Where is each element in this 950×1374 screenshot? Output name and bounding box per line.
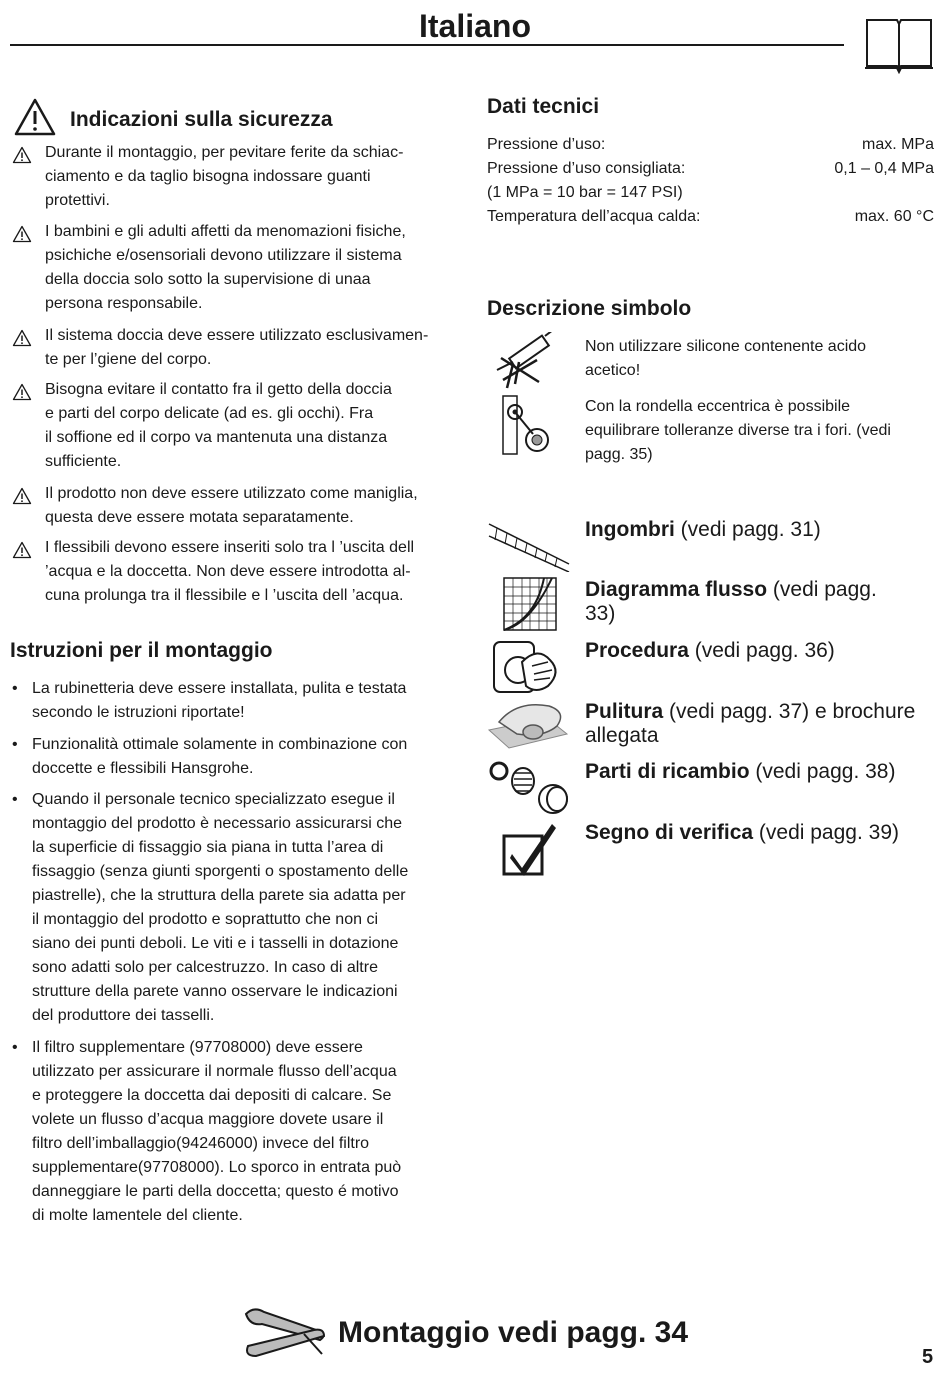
- reference-page: (vedi pagg. 39): [753, 821, 899, 844]
- tech-value: 0,1 – 0,4 MPa: [834, 160, 934, 177]
- safety-item-text: Il prodotto non deve essere utilizzato come maniglia, questa deve essere motata separatamente.: [45, 485, 418, 526]
- safety-item: [12, 324, 467, 372]
- no-silicone-text: Non utilizzare silicone contenente acido acetico!: [585, 338, 867, 379]
- page-reference: [585, 639, 940, 663]
- tech-heading: Dati tecnici: [487, 95, 600, 118]
- safety-item-text: I bambini e gli adulti affetti da menomazioni fisiche, psichiche e/osensoriali devono utilizzare il sistema della doccia solo sotto la supervisione di unaa persona responsabile.: [45, 223, 406, 312]
- assembly-item-text: Il filtro supplementare (97708000) deve essere utilizzato per assicurare il normale flusso dell’acqua e proteggere la doccetta dai depositi di calcare. Se volete un flusso d’acqua maggiore dovete usare il filtro dell’imballaggio(94246000) invece del filtro supplementare(97708000). Lo sporco in entrata può danneggiare le parti della doccetta; questo é motivo di molte lamentele del cliente.: [32, 1039, 402, 1224]
- reference-title: Pulitura: [585, 700, 664, 723]
- flow-diagram-icon: [500, 574, 560, 634]
- mounting-reference: Montaggio vedi pagg. 34: [338, 1316, 689, 1349]
- tech-row: [487, 205, 934, 229]
- cleaning-icon: [487, 700, 572, 750]
- warning-small-icon: [12, 146, 32, 164]
- warning-small-icon: [12, 225, 32, 243]
- reference-page: (vedi pagg. 36): [688, 639, 835, 662]
- spare-parts-icon: [487, 755, 572, 815]
- assembly-item-text: Quando il personale tecnico specializzato esegue il montaggio del prodotto è necessario assicurarsi che la superficie di fissaggio sia piana in tutta l’area di fissaggio (senza giunti sporgenti o spostamento delle piastrelle), che la struttura della parete sia adatta per il montaggio del prodotto e soprattutto che non ci siano dei punti deboli. Le viti e i tasselli in dotazione sono adatti solo per calcestruzzo. In caso di altre strutture della parete vanno osservare le indicazioni del produttore dei tasselli.: [32, 791, 409, 1024]
- reference-page: (vedi pagg. 33): [585, 578, 877, 625]
- safety-item: [12, 482, 467, 530]
- page-reference: [585, 760, 940, 784]
- page-title: Italiano: [418, 8, 531, 44]
- symbols-heading: Descrizione simbolo: [487, 297, 692, 320]
- bullet-icon: •: [12, 680, 18, 697]
- assembly-item: [12, 1036, 462, 1228]
- page-number: 5: [922, 1346, 934, 1368]
- warning-small-icon: [12, 383, 32, 401]
- wrench-icon: [244, 1306, 326, 1360]
- tech-label: Pressione d’uso:: [487, 136, 606, 153]
- page-reference: [585, 821, 940, 845]
- safety-item-text: Bisogna evitare il contatto fra il getto della doccia e parti del corpo delicate (ad es. gli occhi). Fra il soffione ed il corpo va mantenuta una distanza sufficiente.: [45, 381, 392, 470]
- assembly-heading: Istruzioni per il montaggio: [10, 639, 273, 662]
- reference-page: (vedi pagg. 37) e brochure allegata: [585, 700, 916, 747]
- checkmark-icon: [500, 820, 560, 878]
- assembly-item: [12, 733, 462, 781]
- page-reference: [585, 518, 940, 542]
- procedure-icon: [492, 636, 564, 698]
- reference-title: Parti di ricambio: [585, 760, 750, 783]
- bullet-icon: •: [12, 736, 18, 753]
- page-reference: [585, 578, 940, 626]
- safety-item-text: I flessibili devono essere inseriti solo tra l ’uscita dell ’acqua e la doccetta. Non deve essere introdotta al- cuna prolunga tra il flessibile e l ’uscita dell ’acqua.: [45, 539, 415, 604]
- tech-label: (1 MPa = 10 bar = 147 PSI): [487, 184, 683, 201]
- assembly-item-text: La rubinetteria deve essere installata, pulita e testata secondo le istruzioni riportate!: [32, 680, 407, 721]
- warning-small-icon: [12, 329, 32, 347]
- tech-value: max. MPa: [861, 136, 934, 153]
- reference-page: (vedi pagg. 31): [674, 518, 821, 541]
- dimensions-icon: [487, 520, 572, 572]
- warning-small-icon: [12, 541, 32, 559]
- tech-row: [487, 157, 934, 181]
- tech-label: Pressione d’uso consigliata:: [487, 160, 686, 177]
- silicone-gun-icon: [495, 332, 560, 392]
- eccentric-text: Con la rondella eccentrica è possibile equilibrare tolleranze diverse tra i fori. (vedi pagg. 35): [585, 398, 891, 463]
- warning-small-icon: [12, 487, 32, 505]
- bullet-icon: •: [12, 1039, 18, 1056]
- book-icon: [864, 16, 934, 74]
- safety-item-text: Durante il montaggio, per pevitare ferite da schiac- ciamento e da taglio bisogna indossare guanti protettivi.: [45, 144, 404, 209]
- safety-item-text: Il sistema doccia deve essere utilizzato esclusivamen- te per l’giene del corpo.: [45, 327, 429, 368]
- eccentric-washer-icon: [493, 394, 553, 456]
- reference-title: Procedura: [585, 639, 689, 662]
- warning-icon: [14, 98, 56, 136]
- assembly-item: [12, 788, 462, 1028]
- page-reference: [585, 700, 940, 748]
- assembly-item-text: Funzionalità ottimale solamente in combinazione con doccette e flessibili Hansgrohe.: [32, 736, 408, 777]
- title-rule: [10, 44, 844, 46]
- safety-item: [12, 220, 467, 316]
- tech-label: Temperatura dell’acqua calda:: [487, 208, 701, 225]
- assembly-item: [12, 677, 462, 725]
- safety-item: [12, 536, 467, 608]
- reference-page: (vedi pagg. 38): [749, 760, 896, 783]
- safety-item: [12, 141, 467, 213]
- reference-title: Diagramma flusso: [585, 578, 768, 601]
- bullet-icon: •: [12, 791, 18, 808]
- reference-title: Segno di verifica: [585, 821, 754, 844]
- tech-row: [487, 133, 934, 157]
- tech-value: max. 60 °C: [854, 208, 934, 225]
- reference-title: Ingombri: [585, 518, 675, 541]
- tech-row: [487, 181, 934, 205]
- safety-heading: Indicazioni sulla sicurezza: [70, 108, 333, 131]
- safety-item: [12, 378, 467, 474]
